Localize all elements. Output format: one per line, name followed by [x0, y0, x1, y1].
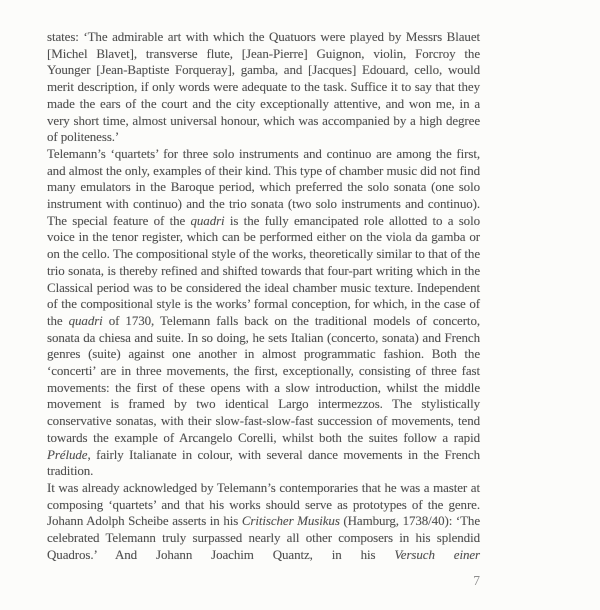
page-number: 7	[473, 573, 480, 588]
text-segment: Telemann’s ‘quartets’ for three solo instruments and continuo are among the first, and almost the only, examples of their kind. This type of chamber music did not find many emulators in the Baroque period, which preferred the solo sonata (one solo instrument with continuo) and the trio sonata (two solo instruments and continuo). The special feature of the	[47, 145, 480, 228]
italic-text-segment: quadri	[68, 312, 103, 328]
italic-text-segment: Versuch einer	[394, 546, 480, 562]
paragraph	[47, 480, 480, 564]
text-segment: It was already acknowledged by Telemann’s contemporaries that he was a master at composing ‘quartets’ and that his works should serve as prototypes of the genre. Johann Adolph Scheibe asserts in his	[47, 479, 480, 529]
page-text	[47, 29, 480, 564]
text-segment: states: ‘The admirable art with which the Quatuors were played by Messrs Blauet [Michel Blavet], transverse flute, [Jean-Pierre] Guignon, violin, Forcroy the Younger [Jean-Baptiste Forqueray], gamba, and [Jacques] Edouard, cello, would merit description, if only words were adequate to the task. Suffice it to say that they made the ears of the court and the city exceptionally attentive, and won me, in a very short time, almost universal honour, which was accompanied by a high degree of politeness.’	[47, 29, 480, 145]
text-segment: (Hamburg, 1738/40): ‘The celebrated Telemann truly surpassed nearly all other composers in his splendid Quadros.’ And Johann Joachim Quantz, in his	[47, 513, 480, 562]
paragraph	[47, 146, 480, 480]
text-segment: is the fully emancipated role allotted to a solo voice in the tenor register, which can be performed either on the viola da gamba or on the cello. The compositional style of the works, theoretically similar to that of the trio sonata, is thereby refined and shifted towards that four-part writing which in the Classical period was to be considered the ideal chamber music texture. Independent of the compositional style is the works’ formal conception, for which, in the case of the	[47, 212, 480, 328]
italic-text-segment: Critischer Musikus	[241, 513, 340, 529]
italic-text-segment: Prélude	[47, 446, 88, 462]
italic-text-segment: quadri	[190, 212, 225, 228]
text-segment: of 1730, Telemann falls back on the traditional models of concerto, sonata da chiesa and suite. In so doing, he sets Italian (concerto, sonata) and French genres (suite) against one another in almost programmatic fashion. Both the ‘concerti’ are in three movements, the first, exceptionally, consisting of three fast movements: the first of these opens with a slow introduction, whilst the middle movement is framed by two identical Largo intermezzos. The stylistically conservative sonatas, with their slow-fast-slow-fast succession of movements, tend towards the example of Arcangelo Corelli, whilst both the suites follow a rapid	[47, 312, 480, 445]
paragraph	[47, 29, 480, 146]
text-segment: , fairly Italianate in colour, with several dance movements in the French tradition.	[47, 446, 480, 479]
